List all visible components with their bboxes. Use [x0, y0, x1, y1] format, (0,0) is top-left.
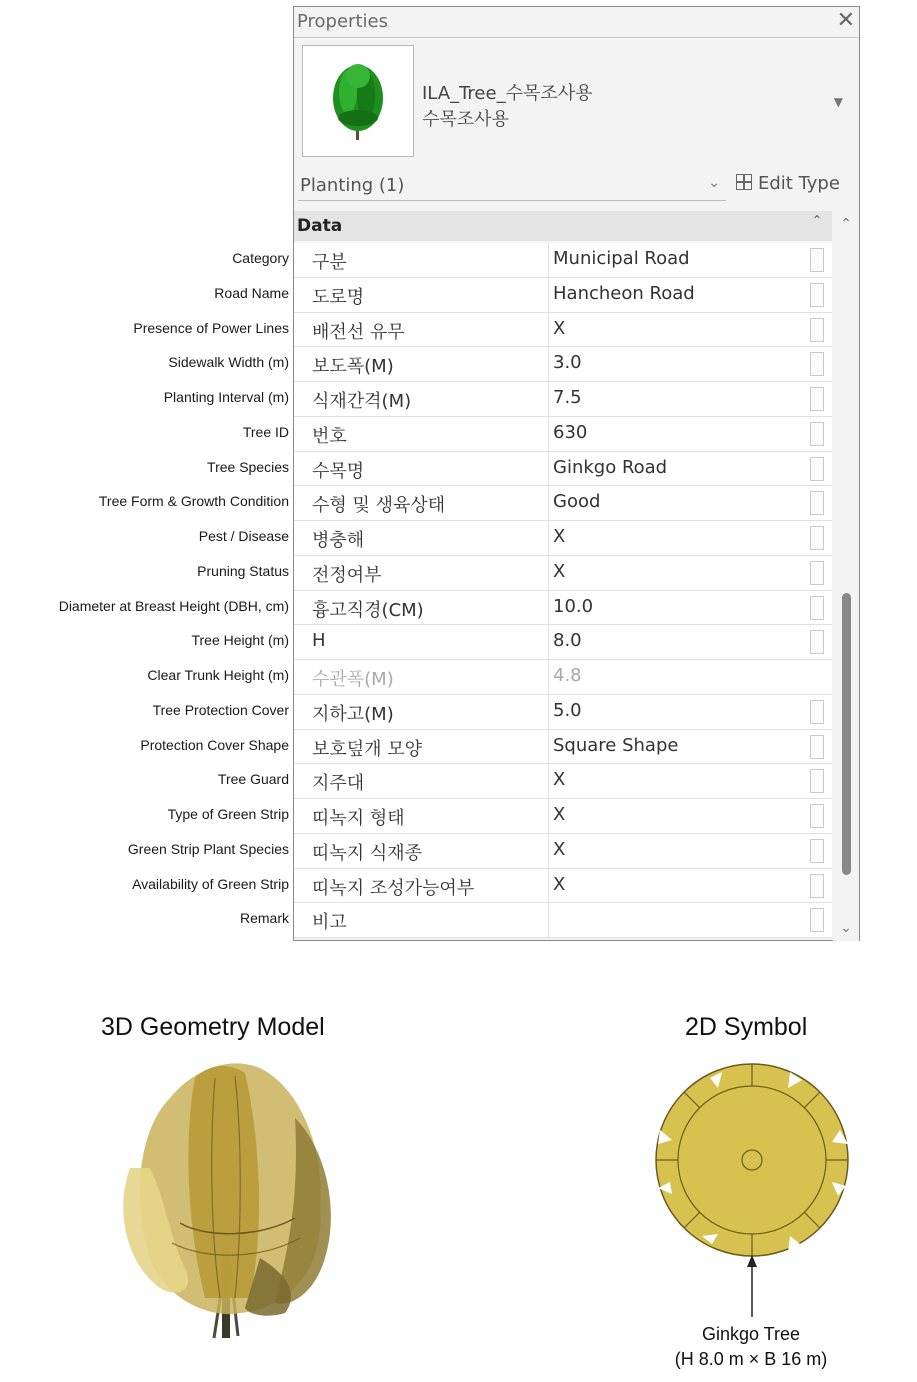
symbol-caption [646, 1324, 856, 1370]
property-value: Ginkgo Road [553, 456, 668, 478]
property-key-cell [294, 486, 549, 520]
associate-parameter-button[interactable] [810, 526, 824, 550]
property-row[interactable] [294, 313, 832, 348]
english-label: Sidewalk Width (m) [168, 354, 289, 371]
property-row[interactable] [294, 591, 832, 626]
property-row[interactable] [294, 486, 832, 521]
property-key: 수형 및 생육상태 [312, 495, 446, 517]
property-key: 비고 [312, 912, 347, 934]
property-key: H [312, 630, 326, 652]
type-family-name: ILA_Tree_수목조사용 [422, 83, 593, 104]
symbol-title: 2D Symbol [685, 1013, 808, 1041]
property-value: X [553, 317, 566, 339]
associate-parameter-button[interactable] [810, 630, 824, 654]
english-label: Road Name [214, 284, 289, 301]
associate-parameter-button[interactable] [810, 908, 824, 932]
property-value-cell[interactable] [550, 591, 806, 625]
property-value: 3.0 [553, 352, 582, 374]
property-row[interactable] [294, 347, 832, 382]
associate-parameter-button[interactable] [810, 248, 824, 272]
2d-tree-symbol [650, 1058, 855, 1263]
property-value-cell[interactable] [550, 869, 806, 903]
property-value: Hancheon Road [553, 282, 695, 304]
property-key-cell [294, 834, 549, 868]
property-row[interactable] [294, 903, 832, 938]
panel-title-bar [294, 7, 859, 38]
property-key: 수관폭(M) [312, 669, 394, 690]
edit-type-icon [736, 174, 752, 190]
property-key-cell [294, 799, 549, 833]
english-label: Pest / Disease [198, 528, 289, 544]
property-value-cell[interactable] [550, 834, 806, 868]
property-key: 번호 [312, 425, 347, 447]
property-value: Good [553, 491, 601, 513]
property-key: 배전선 유무 [312, 321, 405, 343]
property-value-cell[interactable] [550, 313, 806, 347]
associate-parameter-button[interactable] [810, 561, 824, 585]
property-key: 병충해 [312, 530, 365, 551]
property-value-cell[interactable] [550, 764, 806, 798]
property-key: 띠녹지 조성가능여부 [312, 877, 475, 899]
property-value-cell[interactable] [550, 417, 806, 451]
property-row[interactable] [294, 764, 832, 799]
chevron-down-icon: ⌄ [708, 175, 720, 191]
property-row[interactable] [294, 243, 832, 278]
english-label: Clear Trunk Height (m) [147, 667, 289, 683]
property-value: X [553, 838, 566, 860]
property-key-cell [294, 591, 549, 625]
property-key-cell [294, 556, 549, 590]
property-key: 도로명 [312, 286, 365, 308]
property-row[interactable] [294, 417, 832, 452]
english-label: Tree Guard [217, 771, 289, 788]
property-key: 띠녹지 형태 [312, 808, 405, 829]
property-value-cell[interactable] [550, 625, 806, 659]
property-value: 5.0 [553, 699, 582, 721]
property-row[interactable] [294, 556, 832, 591]
group-header-data[interactable] [294, 211, 832, 241]
property-value: 7.5 [553, 387, 582, 408]
property-row[interactable] [294, 799, 832, 834]
associate-parameter-button[interactable] [810, 422, 824, 446]
english-label: Availability of Green Strip [132, 875, 289, 892]
tree-thumbnail-icon [303, 46, 413, 156]
property-row[interactable] [294, 521, 832, 556]
arrow-up-icon [744, 1255, 760, 1317]
associate-parameter-button[interactable] [810, 352, 824, 376]
property-value-cell[interactable] [550, 799, 806, 833]
associate-parameter-button[interactable] [810, 769, 824, 793]
property-key-cell [294, 764, 549, 798]
symbol-caption-size: (H 8.0 m × B 16 m) [674, 1349, 828, 1369]
property-value: Square Shape [553, 734, 679, 756]
property-row[interactable] [294, 660, 832, 695]
filter-row [294, 165, 859, 205]
instance-filter-select[interactable] [298, 169, 726, 201]
property-row[interactable] [294, 730, 832, 765]
property-value: 10.0 [553, 595, 594, 617]
property-key-cell [294, 869, 549, 903]
english-label: Pruning Status [197, 562, 289, 579]
property-key: 보호덮개 모양 [312, 738, 423, 760]
english-label: Tree Protection Cover [152, 701, 289, 718]
property-value: 8.0 [553, 630, 582, 652]
associate-parameter-button[interactable] [810, 283, 824, 307]
edit-type-button[interactable] [736, 173, 840, 194]
scroll-thumb[interactable] [842, 593, 851, 875]
property-key: 지주대 [312, 773, 365, 795]
associate-parameter-button[interactable] [810, 457, 824, 481]
english-label: Type of Green Strip [167, 806, 289, 822]
symbol-caption-name: Ginkgo Tree [701, 1324, 801, 1344]
english-label: Planting Interval (m) [163, 389, 289, 405]
property-key-cell [294, 382, 549, 416]
property-key-cell [294, 278, 549, 312]
property-value: X [553, 769, 566, 791]
english-label: Tree Species [207, 458, 289, 475]
chevron-down-icon[interactable]: ▼ [833, 95, 843, 109]
property-key-cell [294, 313, 549, 347]
chevron-up-icon[interactable]: ⌃ [840, 216, 852, 232]
property-key-cell [294, 695, 549, 729]
property-key: 지하고(M) [312, 703, 394, 725]
panel-title: Properties [297, 11, 388, 32]
property-value: X [553, 873, 566, 895]
chevron-down-icon[interactable]: ⌄ [840, 920, 852, 936]
collapse-icon[interactable]: ⌃ [811, 213, 822, 227]
property-value-cell[interactable] [550, 903, 806, 937]
group-header-label: Data [297, 216, 343, 236]
close-icon[interactable]: ✕ [836, 8, 855, 33]
property-row[interactable] [294, 625, 832, 660]
property-row[interactable] [294, 869, 832, 904]
properties-panel [293, 6, 860, 941]
instance-filter-value: Planting (1) [300, 175, 405, 196]
property-key-cell [294, 903, 549, 937]
property-value-cell[interactable] [550, 452, 806, 486]
property-value: X [553, 560, 566, 582]
type-name [422, 81, 593, 133]
associate-parameter-button[interactable] [810, 735, 824, 759]
property-key-cell [294, 347, 549, 381]
property-key: 띠녹지 식재종 [312, 842, 423, 864]
property-value: X [553, 804, 566, 825]
3d-tree-model [110, 1058, 350, 1343]
english-label: Tree Height (m) [191, 632, 289, 649]
property-key-cell [294, 243, 549, 277]
type-thumbnail [302, 45, 414, 157]
english-label: Protection Cover Shape [140, 736, 289, 753]
associate-parameter-button[interactable] [810, 491, 824, 515]
property-rows [294, 243, 832, 938]
property-row[interactable] [294, 382, 832, 417]
property-row[interactable] [294, 278, 832, 313]
property-value: 4.8 [553, 665, 582, 686]
property-row[interactable] [294, 695, 832, 730]
associate-parameter-button[interactable] [810, 700, 824, 724]
property-value-cell[interactable] [550, 521, 806, 555]
property-value: 630 [553, 421, 588, 443]
property-key: 전정여부 [312, 564, 382, 586]
property-row[interactable] [294, 834, 832, 869]
property-value-cell[interactable] [550, 243, 806, 277]
english-label: Tree ID [242, 423, 289, 440]
property-key-cell [294, 417, 549, 451]
property-key: 흉고직경(CM) [312, 599, 424, 621]
property-key: 식재간격(M) [312, 391, 412, 412]
associate-parameter-button[interactable] [810, 387, 824, 411]
associate-parameter-button[interactable] [810, 804, 824, 828]
property-key: 구분 [312, 252, 347, 273]
english-label: Presence of Power Lines [133, 319, 289, 336]
property-value-cell[interactable] [550, 382, 806, 416]
property-value-cell[interactable] [550, 556, 806, 590]
property-key-cell [294, 660, 549, 694]
property-value-cell[interactable] [550, 278, 806, 312]
property-row[interactable] [294, 452, 832, 487]
property-key-cell [294, 730, 549, 764]
english-label: Green Strip Plant Species [127, 840, 289, 857]
edit-type-label: Edit Type [758, 173, 840, 194]
property-key-cell [294, 521, 549, 555]
type-selector[interactable] [294, 39, 859, 163]
associate-parameter-button[interactable] [810, 874, 824, 898]
property-value-cell[interactable] [550, 660, 806, 694]
english-label: Tree Form & Growth Condition [98, 493, 289, 510]
english-label: Category [232, 250, 289, 266]
property-value: Municipal Road [553, 248, 690, 269]
property-key-cell [294, 452, 549, 486]
property-key-cell [294, 625, 549, 659]
associate-parameter-button[interactable] [810, 839, 824, 863]
property-key: 수목명 [312, 460, 365, 482]
english-label: Remark [239, 910, 289, 927]
property-value-cell[interactable] [550, 486, 806, 520]
vertical-scrollbar[interactable] [833, 211, 859, 941]
property-value: X [553, 526, 566, 547]
type-subname: 수목조사용 [422, 109, 509, 130]
model-title: 3D Geometry Model [101, 1013, 325, 1041]
property-value-cell[interactable] [550, 695, 806, 729]
associate-parameter-button[interactable] [810, 318, 824, 342]
property-value-cell[interactable] [550, 347, 806, 381]
english-label: Diameter at Breast Height (DBH, cm) [58, 597, 289, 614]
property-value-cell[interactable] [550, 730, 806, 764]
property-key: 보도폭(M) [312, 356, 394, 378]
associate-parameter-button[interactable] [810, 596, 824, 620]
